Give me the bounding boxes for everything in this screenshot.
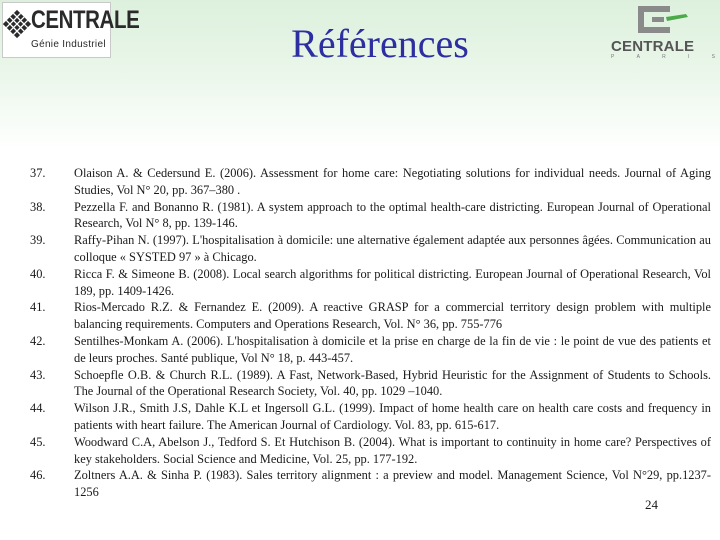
logo-left-name: CENTRALE: [31, 6, 140, 34]
reference-text: Sentilhes-Monkam A. (2006). L'hospitalisation à domicile et la prise en charge de la fin de vie : le point de vue des patients et de leurs proches. Santé publique, Vol N° 18, p. 443-457.: [74, 333, 711, 365]
logo-right-letter: S: [711, 54, 715, 60]
reference-item: [30, 367, 711, 401]
logo-left-subtitle: Génie Industriel: [31, 39, 106, 50]
reference-number: 46.: [30, 468, 46, 483]
reference-text: Rios-Mercado R.Z. & Fernandez E. (2009). A reactive GRASP for a commercial territory design problem with multiple balancing requirements. Computers and Operations Research, Vol. N° 36, pp. 755-776: [74, 300, 711, 332]
reference-item: [30, 400, 711, 434]
logo-right-letter: I: [688, 54, 690, 60]
reference-item: [30, 467, 711, 501]
reference-number: 44.: [30, 401, 46, 416]
reference-text: Woodward C.A, Abelson J., Tedford S. Et Hutchison B. (2004). What is important to continuity in home care? Perspectives of key stakeholders. Social Science and Medicine, Vol. 25, pp. 177-192.: [74, 434, 711, 466]
logo-right-letter: A: [636, 54, 640, 60]
logo-right-name: CENTRALE: [611, 38, 695, 55]
reference-item: [30, 299, 711, 333]
reference-number: 43.: [30, 367, 46, 382]
reference-text: Schoepfle O.B. & Church R.L. (1989). A Fast, Network-Based, Hybrid Heuristic for the Assignment of Students to Schools. The Journal of the Operational Research Society, Vol. 40, pp. 1029 –1040.: [74, 367, 711, 399]
page-number: 24: [645, 497, 658, 512]
logo-right-letter: P: [611, 54, 615, 60]
reference-item: [30, 199, 711, 233]
reference-number: 41.: [30, 300, 46, 315]
reference-text: Raffy-Pihan N. (1997). L'hospitalisation à domicile: une alternative également adaptée aux personnes âgées. Communication au colloque « SYSTED 97 » à Chicago.: [74, 233, 711, 264]
reference-text: Ricca F. & Simeone B. (2008). Local search algorithms for political districting. European Journal of Operational Research, Vol 189, pp. 1409-1426.: [74, 266, 711, 298]
reference-text: Zoltners A.A. & Sinha P. (1983). Sales territory alignment : a preview and model. Management Science, Vol N°29, pp.1237-1256: [74, 468, 711, 500]
reference-number: 45.: [30, 434, 46, 449]
reference-number: 37.: [30, 166, 46, 180]
slide-title: Références: [291, 21, 469, 66]
reference-number: 40.: [30, 266, 46, 281]
reference-item: [30, 232, 711, 266]
reference-number: 39.: [30, 233, 46, 248]
references-list: [30, 165, 711, 501]
reference-item: [30, 165, 711, 199]
reference-text: Wilson J.R., Smith J.S, Dahle K.L et Ingersoll G.L. (1999). Impact of home health care on health care costs and frequency in patients with heart failure. The American Journal of Cardiology. Vol. 83, pp. 615-617.: [74, 401, 711, 432]
reference-text: Olaison A. & Cedersund E. (2006). Assessment for home care: Negotiating solutions for individual needs. Journal of Aging Studies, Vol N° 20, pp. 367–380 .: [74, 166, 711, 197]
reference-item: [30, 434, 711, 468]
logo-right-letter: R: [662, 54, 666, 60]
reference-number: 42.: [30, 333, 46, 348]
reference-item: [30, 333, 711, 367]
reference-number: 38.: [30, 199, 46, 214]
reference-text: Pezzella F. and Bonanno R. (1981). A system approach to the optimal health-care districting. European Journal of Operational Research, Vol N° 8, pp. 139-146.: [74, 199, 711, 231]
reference-item: [30, 266, 711, 300]
